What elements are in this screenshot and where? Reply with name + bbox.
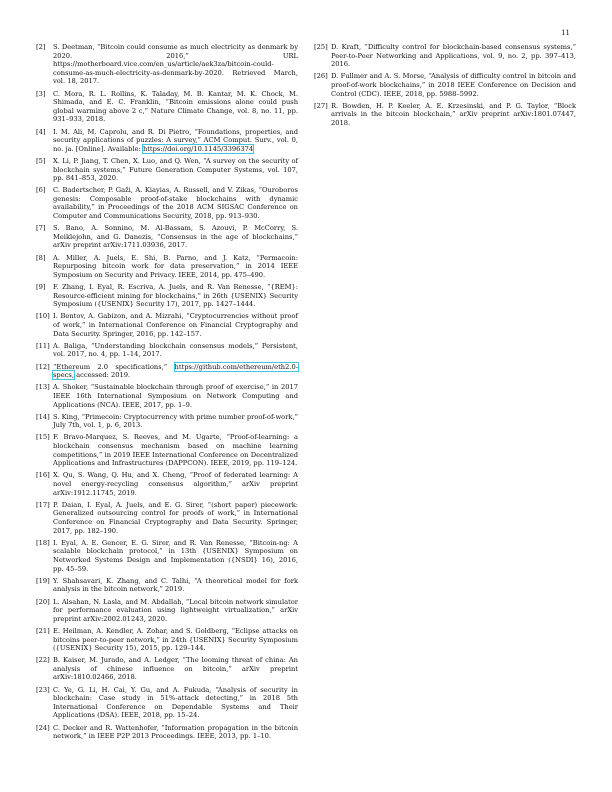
reference-number: [22] [36,656,50,665]
reference-number: [6] [36,186,46,195]
reference-text: P. Daian, I. Eyal, A. Juels, and E. G. Sirer, “(short paper) piecework: Generalized outsourcing control for proofs of work,” in International Conference on Financial Cryptography and Data Security. Springer, 2017, pp. 182–190. [53,500,298,535]
reference-entry [36,224,298,250]
reference-number: [14] [36,412,50,421]
reference-text: D. Fullmer and A. S. Morse, “Analysis of difficulty control in bitcoin and proof-of-work blockchains,” in 2018 IEEE Conference on Decision and Control (CDC). IEEE, 2018, pp. 5988–5992. [331,72,576,98]
references-right-column [314,43,576,131]
reference-text: S. Deetman, “Bitcoin could consume as much electricity as denmark by 2020. 2016,” URL https://motherboard.vice.com/en_us/article/aek3za/bitcoin-could-consume-as-much-electricity-as-denmark-by-2020. Retrieved March, vol. 18, 2017. [53,43,298,86]
reference-text: D. Kraft, “Difficulty control for blockchain-based consensus systems,” Peer-to-Peer Networking and Applications, vol. 9, no. 2, pp. 397–413, 2016. [331,43,576,69]
reference-entry [314,102,576,128]
reference-entry [36,128,298,154]
reference-number: [2] [36,43,46,51]
reference-link[interactable]: https://github.com/ethereum/eth2.0-specs, [53,362,298,380]
reference-number: [23] [36,685,50,694]
reference-text: I. Bentov, A. Gabizon, and A. Mizrahi, “Cryptocurrencies without proof of work,” in International Conference on Financial Cryptography and Data Security. Springer, 2016, pp. 142–157. [53,312,298,338]
reference-number: [15] [36,433,50,442]
reference-text: X. Li, P. Jiang, T. Chen, X. Luo, and Q. Wen, “A survey on the security of blockchain systems,” Future Generation Computer Systems, vol. 107, pp. 841–853, 2020. [53,156,298,183]
reference-number: [3] [36,89,46,98]
reference-entry [314,43,576,69]
reference-entry [36,501,298,535]
reference-text: C. Mora, R. L. Rollins, K. Taladay, M. B. Kantar, M. K. Chock, M. Shimada, and E. C. Franklin, “Bitcoin emissions alone could push global warming above 2 c,” Nature Climate Change, vol. 8, no. 11, pp. 931–933, 2018. [53,89,298,124]
reference-text: A. Shoker, “Sustainable blockchain through proof of exercise,” in 2017 IEEE 16th International Symposium on Network Computing and Applications (NCA). IEEE, 2017, pp. 1–9. [53,383,298,409]
reference-text: B. Kaiser, M. Jurado, and A. Ledger, “The looming threat of china: An analysis of chinese influence on bitcoin,” arXiv preprint arXiv:1810.02466, 2018. [53,656,298,682]
reference-text: F. Zhang, I. Eyal, R. Escriva, A. Juels, and R. Van Renesse, “{REM}: Resource-efficient mining for blockchains,” in 26th {USENIX} Security Symposium ({USENIX} Security 17), 2017, pp. 1427–1444. [53,283,298,309]
reference-entry [36,627,298,653]
reference-entry [36,157,298,183]
reference-number: [19] [36,576,50,585]
reference-text-lead: I. M. Ali, M. Caprolu, and R. Di Pietro, “Foundations, properties, and security applications of puzzles: A survey,” ACM Comput. Surv., vol. 0, no. ja. [Online]. Available: [53,127,298,153]
reference-number: [4] [36,127,46,136]
reference-entry [36,383,298,409]
reference-entry [36,90,298,124]
reference-number: [16] [36,471,50,480]
references-left-column [36,43,298,744]
reference-entry [314,72,576,98]
reference-entry [36,43,298,86]
reference-text: A. Baliga, “Understanding blockchain consensus models,” Persistent, vol. 2017, no. 4, pp. 1–14, 2017. [53,341,298,359]
reference-number: [11] [36,341,50,350]
reference-text: L. Alsahan, N. Lasla, and M. Abdallah, “Local bitcoin network simulator for performance evaluation using lightweight virtualization,” arXiv preprint arXiv:2002.01243, 2020. [53,597,298,623]
reference-entry [36,312,298,338]
reference-text: C. Ye, G. Li, H. Cai, Y. Gu, and A. Fukuda, “Analysis of security in blockchain: Case study in 51%-attack detecting,” in 2018 5th International Conference on Dependable Systems and Their Applications (DSA). IEEE, 2018, pp. 15–24. [53,685,298,720]
reference-text-lead: “Ethereum 2.0 specifications,” [53,362,175,371]
reference-text: S. Bano, A. Sonnino, M. Al-Bassam, S. Azouvi, P. McCorry, S. Meiklejohn, and G. Danezis, “Consensus in the age of blockchains,” arXiv preprint arXiv:1711.03936, 2017. [53,224,298,250]
page-number: 11 [561,29,570,37]
reference-entry [36,413,298,430]
reference-number: [7] [36,224,46,233]
reference-number: [20] [36,597,50,606]
reference-number: [13] [36,383,50,392]
reference-entry [36,186,298,220]
reference-entry [36,254,298,280]
reference-entry [36,471,298,497]
reference-number: [10] [36,312,50,321]
reference-entry [36,598,298,624]
reference-text [53,363,298,380]
reference-number: [26] [314,72,328,81]
reference-entry [36,656,298,682]
reference-number: [12] [36,362,50,371]
reference-entry [36,283,298,309]
reference-text: S. King, “Primecoin: Cryptocurrency with prime number proof-of-work,” July 7th, vol. 1, p. 6, 2013. [53,412,298,430]
reference-number: [27] [314,101,328,110]
reference-number: [18] [36,538,50,547]
reference-number: [25] [314,43,328,51]
reference-number: [21] [36,626,50,635]
reference-text: I. Eyal, A. E. Gencer, E. G. Sirer, and R. Van Renesse, “Bitcoin-ng: A scalable blockchain protocol,” in 13th {USENIX} Symposium on Networked Systems Design and Implementation ({NSDI} 16), 2016, pp. 45–59. [53,538,298,573]
reference-text: R. Bowden, H. P. Keeler, A. E. Krzesinski, and P. G. Taylor, “Block arrivals in the bitcoin blockchain,” arXiv preprint arXiv:1801.07447, 2018. [331,101,576,127]
reference-entry [36,342,298,359]
reference-entry [36,363,298,380]
reference-entry [36,724,298,741]
reference-number: [5] [36,156,46,165]
reference-text: Y. Shahsavari, K. Zhang, and C. Talhi, “A theoretical model for fork analysis in the bitcoin network,” 2019. [53,576,298,594]
reference-text: F. Bravo-Marquez, S. Reeves, and M. Ugarte, “Proof-of-learning: a blockchain consensus mechanism based on machine learning competitions,” in 2019 IEEE International Conference on Decentralized Applications and Infrastructures (DAPPCON). IEEE, 2019, pp. 119–124. [53,433,298,468]
reference-text: A. Miller, A. Juels, E. Shi, B. Parno, and J. Katz, “Permacoin: Repurposing bitcoin work for data preservation,” in 2014 IEEE Symposium on Security and Privacy. IEEE, 2014, pp. 475–490. [53,253,298,279]
reference-text: C. Badertscher, P. Gaži, A. Kiayias, A. Russell, and V. Zikas, “Ouroboros genesis: Composable proof-of-stake blockchains with dynamic availability,” in Proceedings of the 2018 ACM SIGSAC Conference on Computer and Communications Security, 2018, pp. 913–930. [53,186,298,221]
reference-link[interactable]: https://doi.org/10.1145/3396374 [142,144,254,153]
reference-text: C. Decker and R. Wattenhofer, “Information propagation in the bitcoin network,” in IEEE P2P 2013 Proceedings. IEEE, 2013, pp. 1–10. [53,723,298,741]
reference-entry [36,577,298,594]
reference-text-tail: accessed: 2019. [73,371,131,380]
reference-number: [24] [36,723,50,732]
reference-text: E. Heilman, A. Kendler, A. Zohar, and S. Goldberg, “Eclipse attacks on bitcoins peer-to-peer network,” in 24th {USENIX} Security Symposium ({USENIX} Security 15), 2015, pp. 129–144. [53,626,298,653]
reference-entry [36,433,298,467]
reference-text: X. Qu, S. Wang, Q. Hu, and X. Cheng, “Proof of federated learning: A novel energy-recycling consensus algorithm,” arXiv preprint arXiv:1912.11745, 2019. [53,471,298,497]
reference-number: [9] [36,283,46,291]
reference-number: [8] [36,253,46,262]
reference-entry [36,539,298,573]
reference-text [53,128,298,154]
reference-entry [36,686,298,720]
reference-number: [17] [36,500,50,509]
